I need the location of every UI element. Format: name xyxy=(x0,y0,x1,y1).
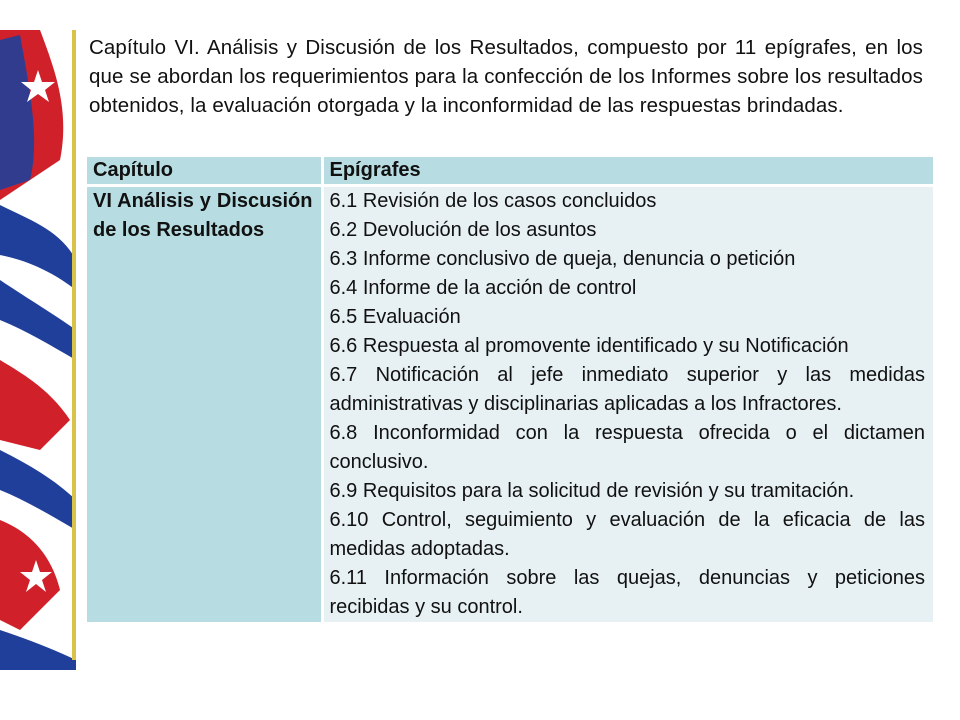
list-item: 6.8 Inconformidad con la respuesta ofrecida o el dictamen conclusivo. xyxy=(329,422,925,473)
table-header-row xyxy=(87,157,933,186)
list-item: 6.3 Informe conclusivo de queja, denuncia o petición xyxy=(329,248,796,270)
intro-paragraph: Capítulo VI. Análisis y Discusión de los Resultados, compuesto por 11 epígrafes, en los que se abordan los requerimientos para la confección de los Informes sobre los resultados obtenidos, la evaluación otorgada y la inconformidad de las respuestas brindadas. xyxy=(89,36,923,117)
table-row xyxy=(87,186,933,623)
epigrafes-cell xyxy=(322,186,933,623)
list-item: 6.5 Evaluación xyxy=(329,306,461,328)
list-item: 6.7 Notificación al jefe inmediato superior y las medidas administrativas y disciplinarias aplicadas a los Infractores. xyxy=(329,364,925,415)
chapter-table xyxy=(87,157,933,622)
header-capitulo: Capítulo xyxy=(87,157,322,186)
cuban-flag-image xyxy=(0,30,76,670)
list-item: 6.4 Informe de la acción de control xyxy=(329,277,637,299)
header-epigrafes: Epígrafes xyxy=(322,157,933,186)
flag-border-line xyxy=(72,30,76,660)
list-item: 6.10 Control, seguimiento y evaluación de la eficacia de las medidas adoptadas. xyxy=(329,509,925,560)
list-item: 6.2 Devolución de los asuntos xyxy=(329,219,597,241)
list-item: 6.6 Respuesta al promovente identificado y su Notificación xyxy=(329,335,849,357)
list-item: 6.9 Requisitos para la solicitud de revisión y su tramitación. xyxy=(329,480,855,502)
chapter-cell: VI Análisis y Discusión de los Resultados xyxy=(87,186,322,623)
list-item: 6.1 Revisión de los casos concluidos xyxy=(329,190,657,212)
list-item: 6.11 Información sobre las quejas, denuncias y peticiones recibidas y su control. xyxy=(329,567,925,618)
